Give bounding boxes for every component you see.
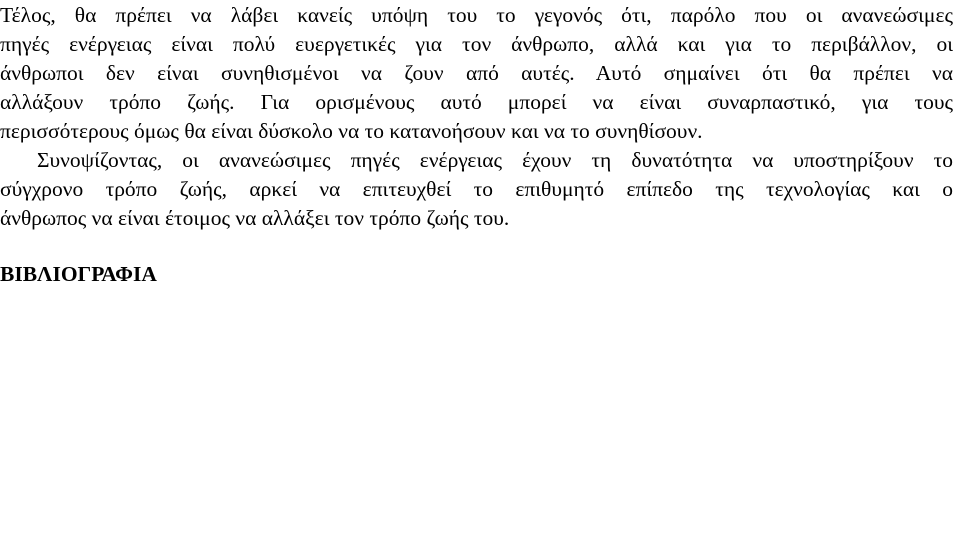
paragraph-2-line-2: σύγχρονο τρόπο ζωής, αρκεί να επιτευχθεί το επιθυμητό επίπεδο της τεχνολογίας και ο — [0, 177, 953, 201]
bibliography-heading: ΒΙΒΛΙΟΓΡΑΦΙΑ — [0, 262, 157, 286]
paragraph-1-line-4: αλλάξουν τρόπο ζωής. Για ορισμένους αυτό μπορεί να είναι συναρπαστικό, για τους — [0, 90, 953, 114]
paragraph-1-line-3: άνθρωποι δεν είναι συνηθισμένοι να ζουν από αυτές. Αυτό σημαίνει ότι θα πρέπει να — [0, 61, 953, 85]
paragraph-1-line-1: Τέλος, θα πρέπει να λάβει κανείς υπόψη του το γεγονός ότι, παρόλο που οι ανανεώσιμες — [0, 3, 953, 27]
paragraph-2-line-1: Συνοψίζοντας, οι ανανεώσιμες πηγές ενέργειας έχουν τη δυνατότητα να υποστηρίξουν το — [37, 148, 953, 172]
paragraph-1-line-2: πηγές ενέργειας είναι πολύ ευεργετικές για τον άνθρωπο, αλλά και για το περιβάλλον, οι — [0, 32, 953, 56]
paragraph-1-line-5: περισσότερους όμως θα είναι δύσκολο να το κατανοήσουν και να το συνηθίσουν. — [0, 119, 703, 143]
paragraph-2-line-3: άνθρωπος να είναι έτοιμος να αλλάξει τον τρόπο ζωής του. — [0, 206, 510, 230]
